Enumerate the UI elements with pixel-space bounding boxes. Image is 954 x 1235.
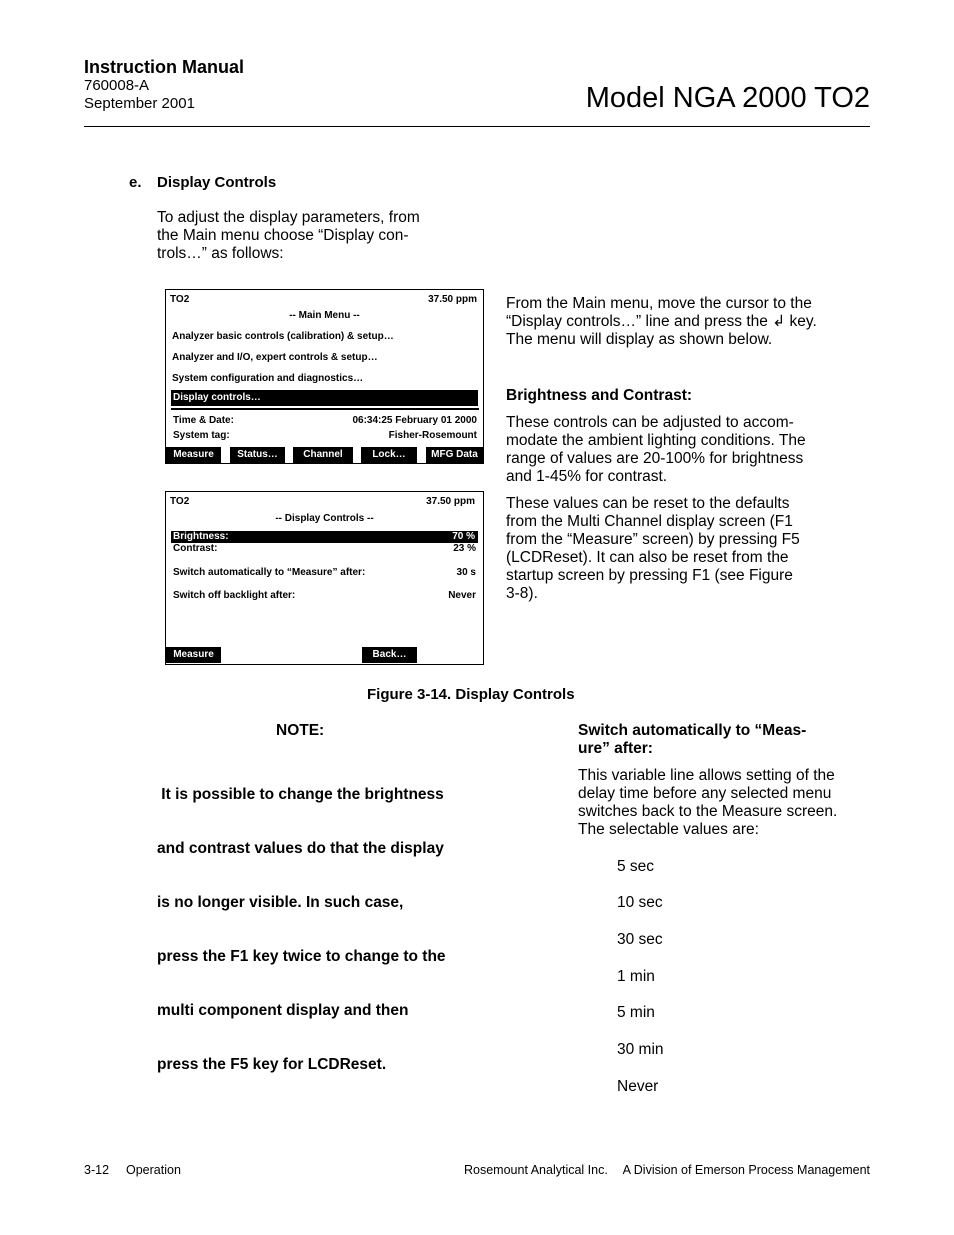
softkey-mfg-data: MFG Data — [426, 447, 483, 463]
note-heading: NOTE: — [276, 722, 325, 739]
text-line: range of values are 20-100% for brightness — [506, 450, 804, 467]
contrast-value: 23 % — [453, 543, 476, 554]
screen-reading: 37.50 ppm — [426, 496, 475, 507]
option-item: 30 sec — [617, 931, 663, 948]
softkey-measure: Measure — [166, 647, 221, 663]
screen-separator — [171, 408, 479, 410]
section-letter: e. — [129, 174, 142, 191]
main-menu-instructions — [506, 295, 817, 349]
time-label: Time & Date: — [173, 415, 234, 426]
time-value: 06:34:25 February 01 2000 — [352, 415, 477, 426]
switch-auto-value: 30 s — [456, 567, 476, 578]
text-line: The selectable values are: — [578, 821, 759, 838]
brightness-row-highlight — [171, 531, 478, 543]
backlight-label: Switch off backlight after: — [173, 590, 296, 601]
text-line: and 1-45% for contrast. — [506, 468, 668, 485]
text-line: press the F5 key for LCDReset. — [157, 1056, 387, 1073]
figure-caption: Figure 3-14. Display Controls — [367, 686, 575, 703]
menu-item-display-controls: Display controls… — [173, 392, 261, 403]
intro-line: trols…” as follows: — [157, 245, 284, 262]
text-line: and contrast values do that the display — [157, 840, 444, 857]
manual-title: Instruction Manual — [84, 57, 245, 77]
text-line: From the Main menu, move the cursor to the — [506, 295, 812, 312]
brightness-value: 70 % — [452, 531, 475, 542]
menu-item-highlight — [171, 390, 478, 406]
text-line: press the F1 key twice to change to the — [157, 948, 446, 965]
section-title: Display Controls — [157, 174, 277, 191]
text-line: startup screen by pressing F1 (see Figure — [506, 567, 793, 584]
softkey-lock: Lock… — [361, 447, 417, 463]
doc-date: September 2001 — [84, 95, 195, 112]
menu-item-system-config: System configuration and diagnostics… — [172, 373, 364, 384]
note-body — [157, 750, 446, 1092]
switch-paragraph — [578, 767, 837, 839]
doc-number: 760008-A — [84, 77, 150, 94]
backlight-value: Never — [448, 590, 476, 601]
menu-item-expert-controls: Analyzer and I/O, expert controls & setup… — [172, 352, 378, 363]
brightness-paragraph — [506, 414, 806, 486]
main-menu-screen — [165, 289, 484, 464]
contrast-label: Contrast: — [173, 543, 218, 554]
intro-paragraph — [157, 209, 420, 263]
intro-line: To adjust the display parameters, from — [157, 209, 420, 226]
text-line: is no longer visible. In such case, — [157, 894, 404, 911]
softkey-status: Status… — [230, 447, 285, 463]
footer-section: Operation — [126, 1163, 181, 1177]
text-line: This variable line allows setting of the — [578, 767, 835, 784]
display-controls-screen — [165, 491, 484, 665]
switch-auto-label: Switch automatically to “Measure” after: — [173, 567, 366, 578]
text-line: from the Multi Channel display screen (F1 — [506, 513, 793, 530]
footer-division: A Division of Emerson Process Management — [622, 1163, 870, 1177]
option-item: 10 sec — [617, 894, 663, 911]
switch-heading — [578, 722, 806, 758]
model-title: Model NGA 2000 TO2 — [585, 82, 870, 114]
text-line: switches back to the Measure screen. — [578, 803, 838, 820]
option-item: 5 sec — [617, 858, 655, 875]
text-line: ure” after: — [578, 740, 653, 757]
text-line: modate the ambient lighting conditions. The — [506, 432, 806, 449]
softkey-back: Back… — [362, 647, 417, 663]
text-line: (LCDReset). It can also be reset from the — [506, 549, 789, 566]
footer-page-number: 3-12 — [84, 1163, 110, 1177]
text-line: The menu will display as shown below. — [506, 331, 773, 348]
screen-reading: 37.50 ppm — [428, 294, 477, 305]
brightness-heading: Brightness and Contrast: — [506, 387, 693, 404]
footer-company: Rosemount Analytical Inc. — [464, 1163, 608, 1177]
softkey-measure: Measure — [166, 447, 221, 463]
text-line: delay time before any selected menu — [578, 785, 832, 802]
tag-label: System tag: — [173, 430, 230, 441]
text-line: It is possible to change the brightness — [157, 786, 444, 803]
screen-menu-title: -- Display Controls -- — [275, 513, 374, 524]
text-line: Switch automatically to “Meas- — [578, 722, 807, 739]
text-line: These controls can be adjusted to accom- — [506, 414, 794, 431]
option-item: Never — [617, 1078, 659, 1095]
option-item: 1 min — [617, 968, 655, 985]
text-line: These values can be reset to the defaults — [506, 495, 790, 512]
header-rule — [84, 126, 870, 127]
screen-channel-name: TO2 — [170, 496, 190, 507]
screen-channel-name: TO2 — [170, 294, 190, 305]
text-line: from the “Measure” screen) by pressing F5 — [506, 531, 800, 548]
screen-menu-title: -- Main Menu -- — [289, 310, 360, 321]
option-item: 5 min — [617, 1004, 655, 1021]
section-heading — [129, 174, 276, 191]
softkey-channel: Channel — [293, 447, 353, 463]
menu-item-basic-controls: Analyzer basic controls (calibration) & setup… — [172, 331, 394, 342]
text-line: 3-8). — [506, 585, 538, 602]
option-item: 30 min — [617, 1041, 664, 1058]
intro-line: the Main menu choose “Display con- — [157, 227, 409, 244]
text-line: multi component display and then — [157, 1002, 409, 1019]
text-line: “Display controls…” line and press the ↲ key. — [506, 313, 817, 330]
brightness-label: Brightness: — [173, 531, 229, 542]
reset-paragraph — [506, 495, 800, 603]
tag-value: Fisher-Rosemount — [388, 430, 477, 441]
